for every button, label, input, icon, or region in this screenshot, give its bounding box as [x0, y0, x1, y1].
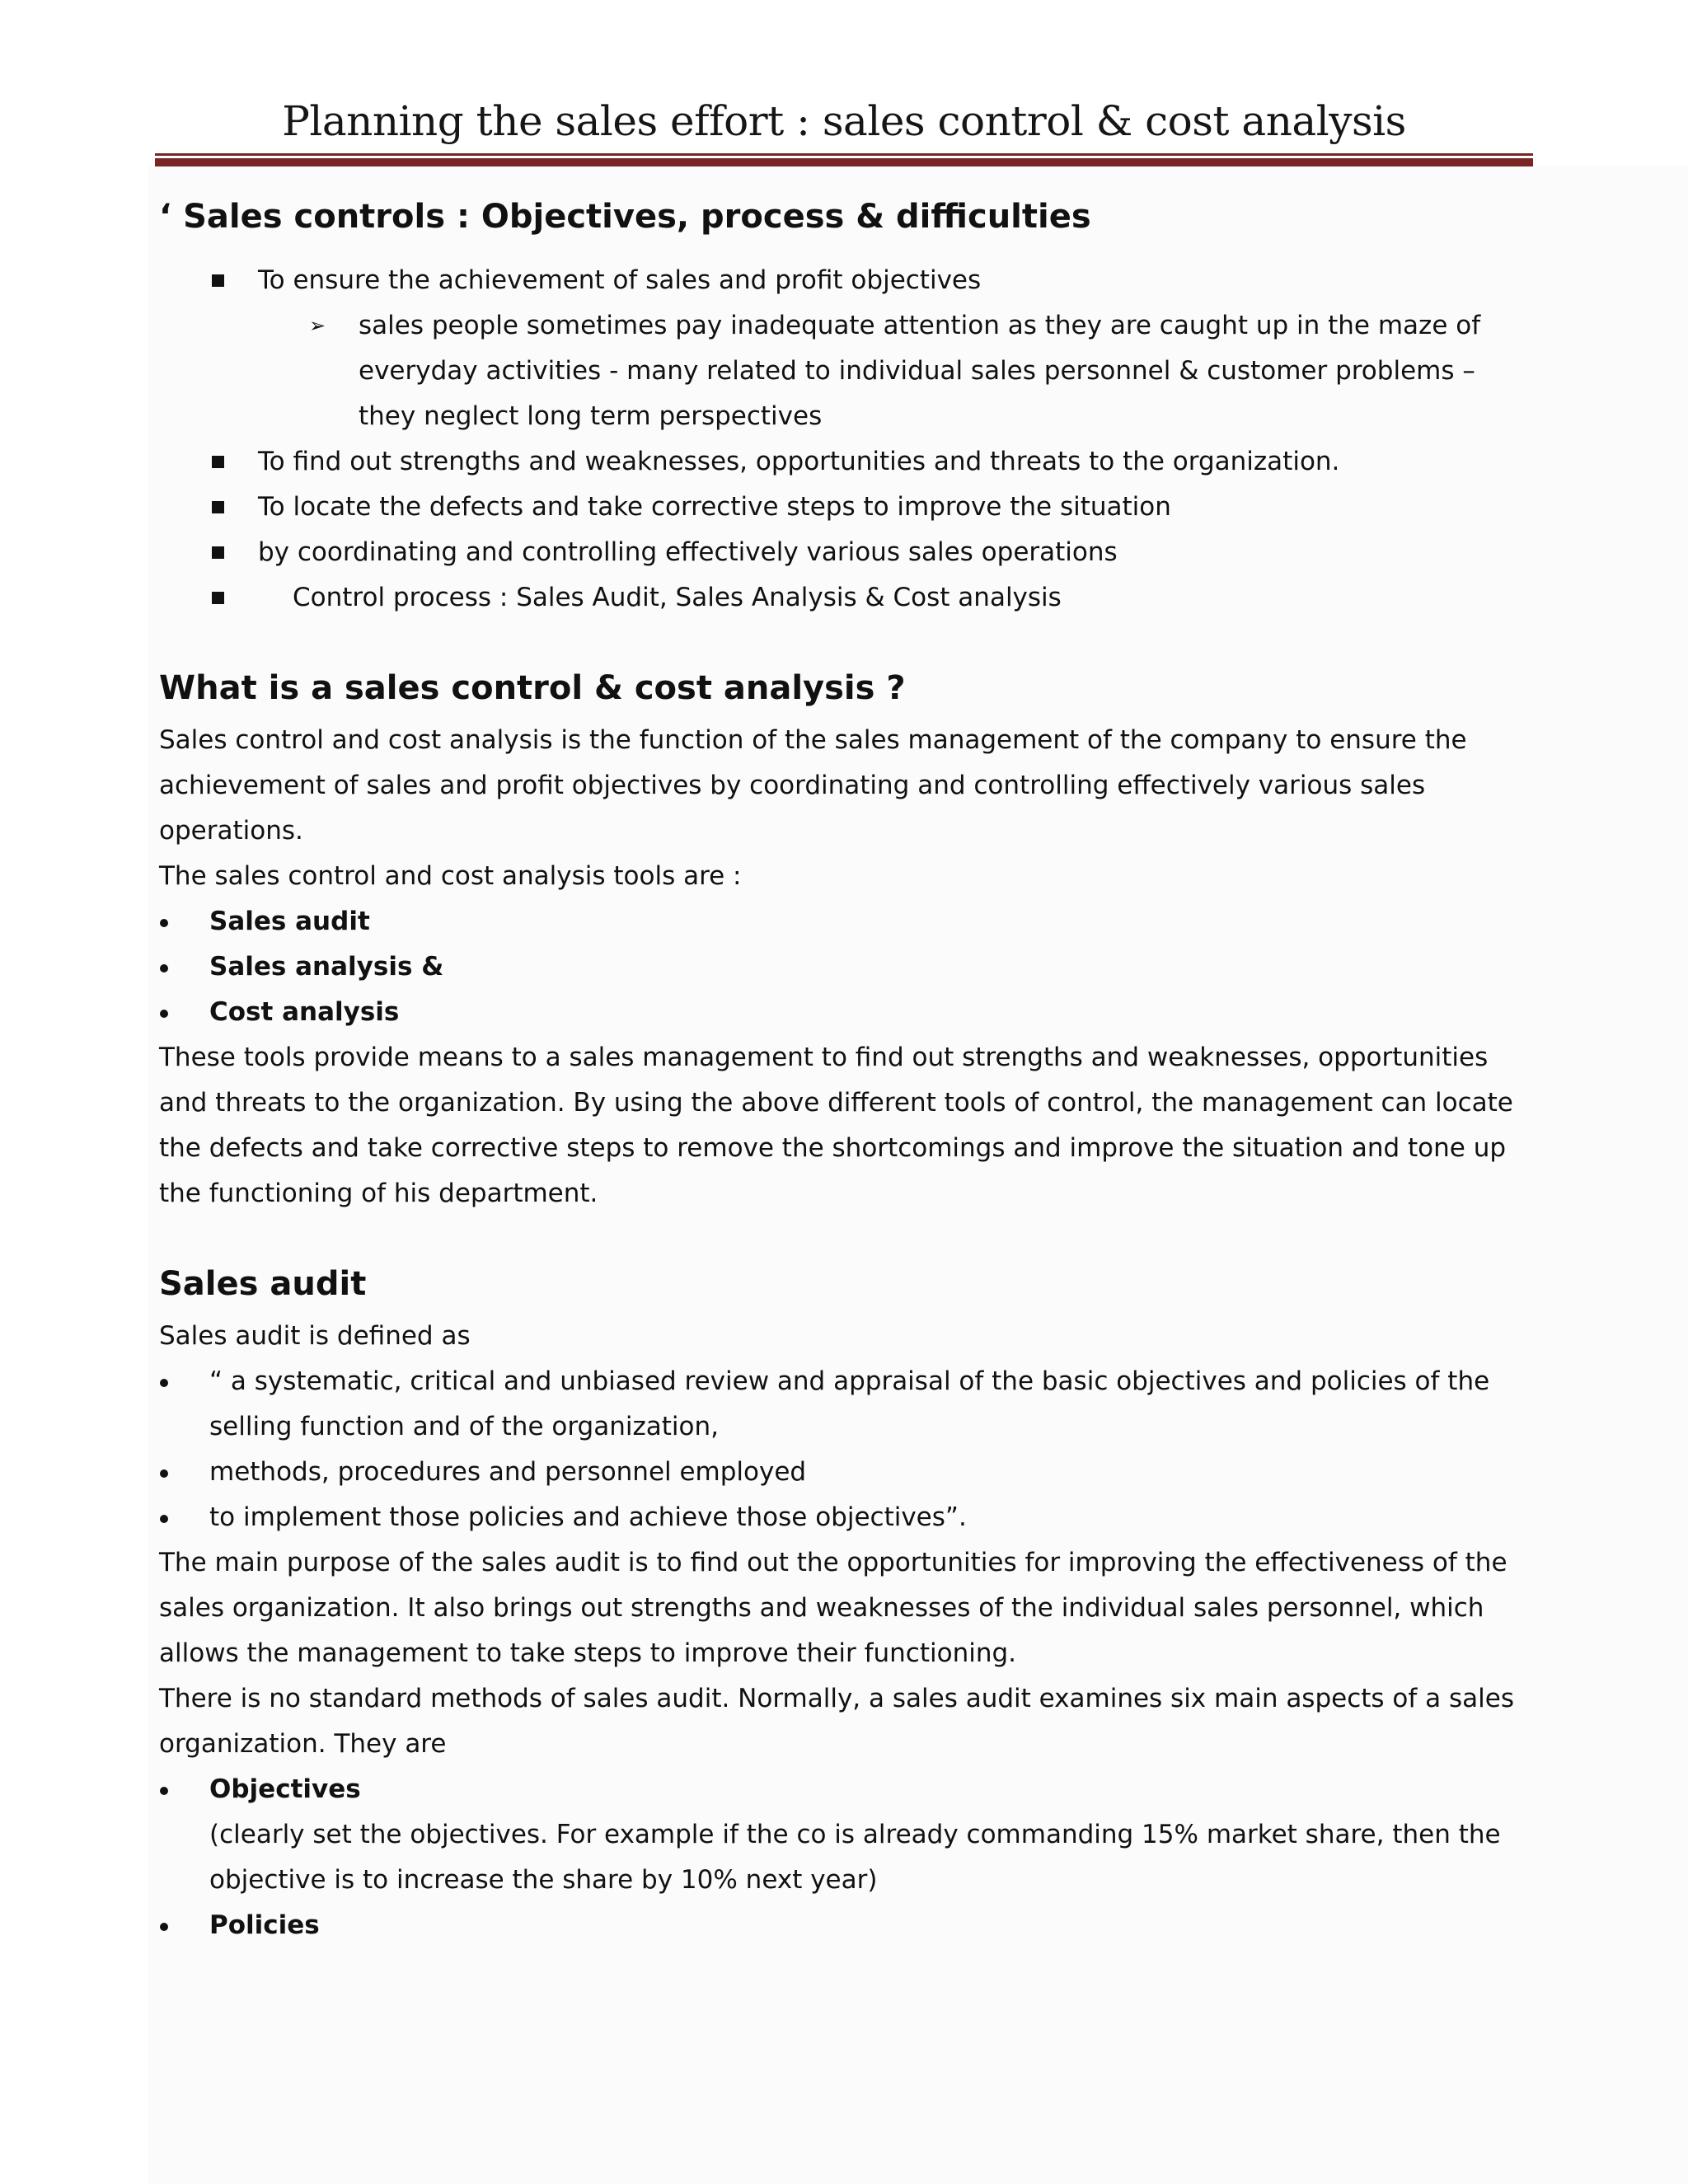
paragraph: These tools provide means to a sales management to find out strengths and weaknesses, opportunities and threats to the organization. By using the above different tools of control, the management can locate the defects and take corrective steps to remove the shortcomings and improve the situation and tone up the functioning of his department.	[159, 1043, 1513, 1208]
bullet-icon	[160, 1923, 168, 1931]
square-bullet-icon	[212, 456, 224, 468]
list-item: “ a systematic, critical and unbiased review and appraisal of the basic objectives and policies of the selling function and of the organization,	[159, 1359, 1527, 1450]
list-item: ➢ sales people sometimes pay inadequate attention as they are caught up in the maze of everyday activities - many related to individual sales personnel & customer problems – they neglect long term perspectives	[159, 303, 1527, 439]
bullet-icon	[160, 919, 168, 927]
section-heading-what-is: What is a sales control & cost analysis ?	[159, 669, 906, 707]
list-item: To find out strengths and weaknesses, opportunities and threats to the organization.	[159, 439, 1527, 485]
paragraph: Sales audit is defined as	[159, 1321, 471, 1351]
paragraph: The sales control and cost analysis tools are :	[159, 861, 742, 891]
list-item: to implement those policies and achieve those objectives”.	[159, 1495, 1527, 1540]
document-body	[159, 194, 1527, 1948]
list-item: To ensure the achievement of sales and profit objectives	[159, 258, 1527, 303]
bullet-icon	[160, 1469, 168, 1478]
list-item: Cost analysis	[159, 990, 1527, 1035]
bullet-icon	[160, 1515, 168, 1523]
bullet-icon	[160, 964, 168, 972]
tools-list	[159, 899, 1527, 1035]
square-bullet-icon	[212, 501, 224, 513]
list-item: Sales audit	[159, 899, 1527, 944]
paragraph: There is no standard methods of sales audit. Normally, a sales audit examines six main aspects of a sales organization. They are	[159, 1684, 1514, 1759]
page-title: Planning the sales effort : sales control & cost analysis	[282, 97, 1406, 145]
section-heading-sales-audit: Sales audit	[159, 1265, 367, 1303]
sub-list	[159, 303, 1527, 439]
bullet-icon	[160, 1787, 168, 1795]
bullet-icon	[160, 1010, 168, 1018]
section-heading-controls: ‘ Sales controls : Objectives, process & difficulties	[159, 198, 1091, 236]
objectives-list-cont	[159, 439, 1527, 621]
list-item: Objectives (clearly set the objectives. For example if the co is already commanding 15% market share, then the objective is to increase the share by 10% next year)	[159, 1767, 1527, 1903]
list-item: Sales analysis &	[159, 944, 1527, 990]
header-rule-thick	[155, 158, 1533, 166]
paragraph: Sales control and cost analysis is the function of the sales management of the company to ensure the achievement of sales and profit objectives by coordinating and controlling effectively various sales operations.	[159, 725, 1467, 846]
square-bullet-icon	[212, 592, 224, 604]
square-bullet-icon	[212, 274, 224, 287]
arrow-bullet-icon: ➢	[309, 314, 326, 337]
aspects-list	[159, 1767, 1527, 1948]
bullet-icon	[160, 1379, 168, 1387]
list-item: Policies	[159, 1903, 1527, 1948]
header-rule	[155, 153, 1533, 156]
list-item: by coordinating and controlling effectively various sales operations	[159, 530, 1527, 575]
objectives-list	[159, 258, 1527, 303]
list-item: methods, procedures and personnel employed	[159, 1450, 1527, 1495]
definition-list	[159, 1359, 1527, 1540]
list-item: Control process : Sales Audit, Sales Analysis & Cost analysis	[159, 575, 1527, 621]
list-item: To locate the defects and take corrective steps to improve the situation	[159, 485, 1527, 530]
square-bullet-icon	[212, 546, 224, 559]
paragraph: The main purpose of the sales audit is to find out the opportunities for improving the effectiveness of the sales organization. It also brings out strengths and weaknesses of the individual sales personnel, which allows the management to take steps to improve their functioning.	[159, 1548, 1507, 1668]
